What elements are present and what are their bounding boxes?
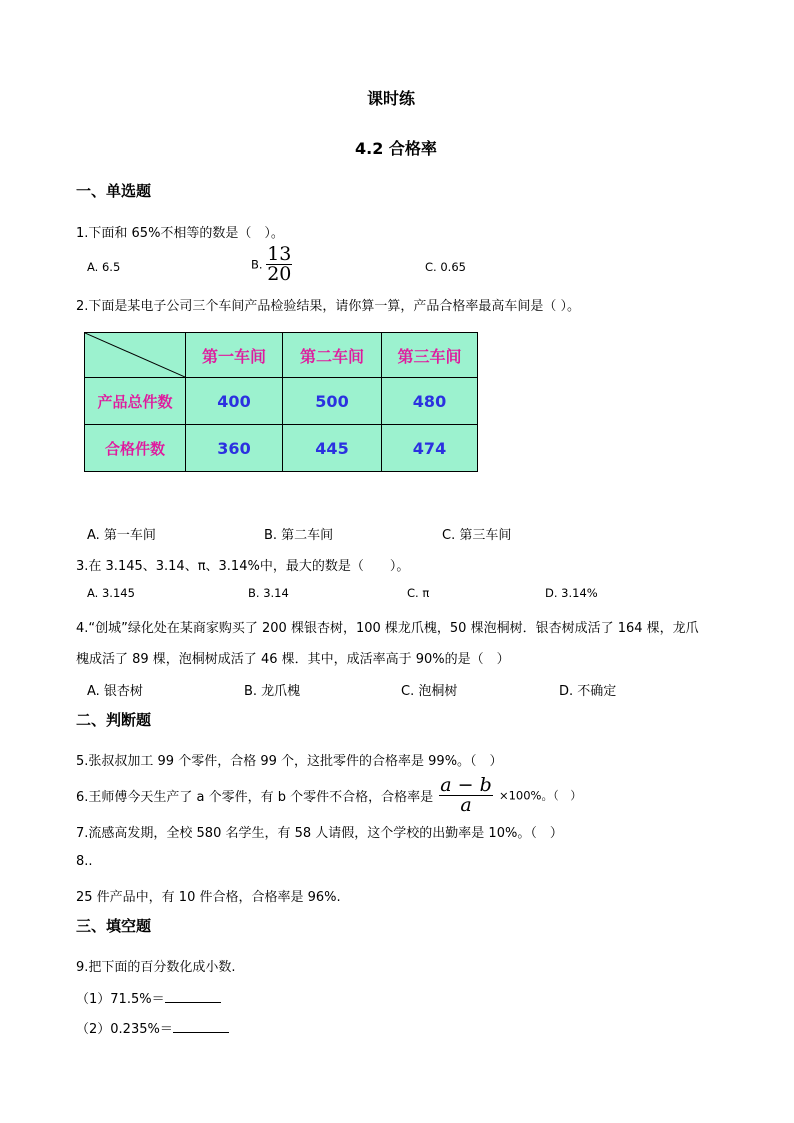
cell-qualified-workshop-1: 360	[186, 425, 283, 472]
table-corner-diagonal	[85, 333, 186, 378]
q2-option-c: C. 第三车间	[442, 528, 512, 543]
q1-fraction-numerator: 13	[267, 243, 292, 265]
column-header-workshop-1: 第一车间	[186, 333, 283, 378]
q1-fraction-denominator: 20	[267, 263, 292, 285]
question-4-line-1: 4.“创城”绿化处在某商家购买了 200 棵银杏树，100 棵龙爪槐，50 棵泡桐树．银杏树成活了 164 棵，龙爪	[76, 621, 699, 636]
q1-option-c: C. 0.65	[425, 260, 466, 274]
q9-item-1-blank[interactable]	[165, 990, 221, 1003]
q9-item-2	[76, 1018, 229, 1037]
q3-option-d: D. 3.14%	[545, 586, 598, 600]
cell-total-workshop-3: 480	[382, 378, 478, 425]
cell-qualified-workshop-2: 445	[283, 425, 382, 472]
page-title: 课时练	[367, 89, 416, 108]
q1-option-a: A. 6.5	[87, 260, 121, 274]
question-8: 25 件产品中，有 10 件合格，合格率是 96%.	[76, 890, 341, 905]
q6-text-before: 6.王师傅今天生产了 a 个零件，有 b 个零件不合格，合格率是	[76, 790, 434, 805]
page-subtitle: 4.2 合格率	[355, 139, 437, 158]
q4-option-c: C. 泡桐树	[401, 684, 458, 699]
q3-option-b: B. 3.14	[248, 586, 289, 600]
q9-item-1	[76, 988, 221, 1007]
q1-option-b-fraction	[266, 245, 292, 284]
workshop-results-table	[84, 332, 478, 472]
q1-option-b-prefix: B.	[251, 257, 263, 272]
q6-fraction	[439, 776, 493, 815]
section-heading-single-choice: 一、单选题	[76, 182, 152, 200]
q2-option-b: B. 第二车间	[264, 528, 334, 543]
q9-item-2-blank[interactable]	[173, 1020, 229, 1033]
question-3: 3.在 3.145、3.14、π、3.14%中，最大的数是（ ）。	[76, 559, 410, 574]
cell-total-workshop-1: 400	[186, 378, 283, 425]
q3-option-c: C. π	[407, 586, 430, 600]
question-5: 5.张叔叔加工 99 个零件，合格 99 个，这批零件的合格率是 99%。（ ）	[76, 754, 503, 769]
cell-total-workshop-2: 500	[283, 378, 382, 425]
row-header-total: 产品总件数	[85, 378, 186, 425]
q4-option-d: D. 不确定	[559, 684, 617, 699]
question-6	[76, 776, 582, 815]
q4-option-b: B. 龙爪槐	[244, 684, 301, 699]
cell-qualified-workshop-3: 474	[382, 425, 478, 472]
question-4-line-2: 槐成活了 89 棵，泡桐树成活了 46 棵．其中，成活率高于 90%的是（ ）	[76, 652, 510, 667]
question-8-label: 8..	[76, 854, 93, 869]
column-header-workshop-2: 第二车间	[283, 333, 382, 378]
section-heading-true-false: 二、判断题	[76, 711, 152, 729]
question-9: 9.把下面的百分数化成小数.	[76, 960, 236, 975]
q2-option-a: A. 第一车间	[87, 528, 156, 543]
q1-option-b	[251, 245, 292, 284]
section-heading-fill-blank: 三、填空题	[76, 917, 152, 935]
question-2: 2.下面是某电子公司三个车间产品检验结果，请你算一算，产品合格率最高车间是（ ）。	[76, 299, 581, 314]
q9-item-1-label: （1）71.5%＝	[76, 992, 165, 1007]
q6-fraction-numerator: a − b	[440, 774, 492, 796]
q6-text-after: ×100%。（ ）	[498, 788, 582, 803]
q3-option-a: A. 3.145	[87, 586, 135, 600]
row-header-qualified: 合格件数	[85, 425, 186, 472]
q9-item-2-label: （2）0.235%＝	[76, 1022, 173, 1037]
question-1: 1.下面和 65%不相等的数是（ ）。	[76, 226, 284, 241]
question-7: 7.流感高发期，全校 580 名学生，有 58 人请假，这个学校的出勤率是 10%。（ ）	[76, 826, 563, 841]
q4-option-a: A. 银杏树	[87, 684, 143, 699]
q6-fraction-denominator: a	[460, 794, 472, 816]
diagonal-line	[85, 333, 185, 377]
column-header-workshop-3: 第三车间	[382, 333, 478, 378]
